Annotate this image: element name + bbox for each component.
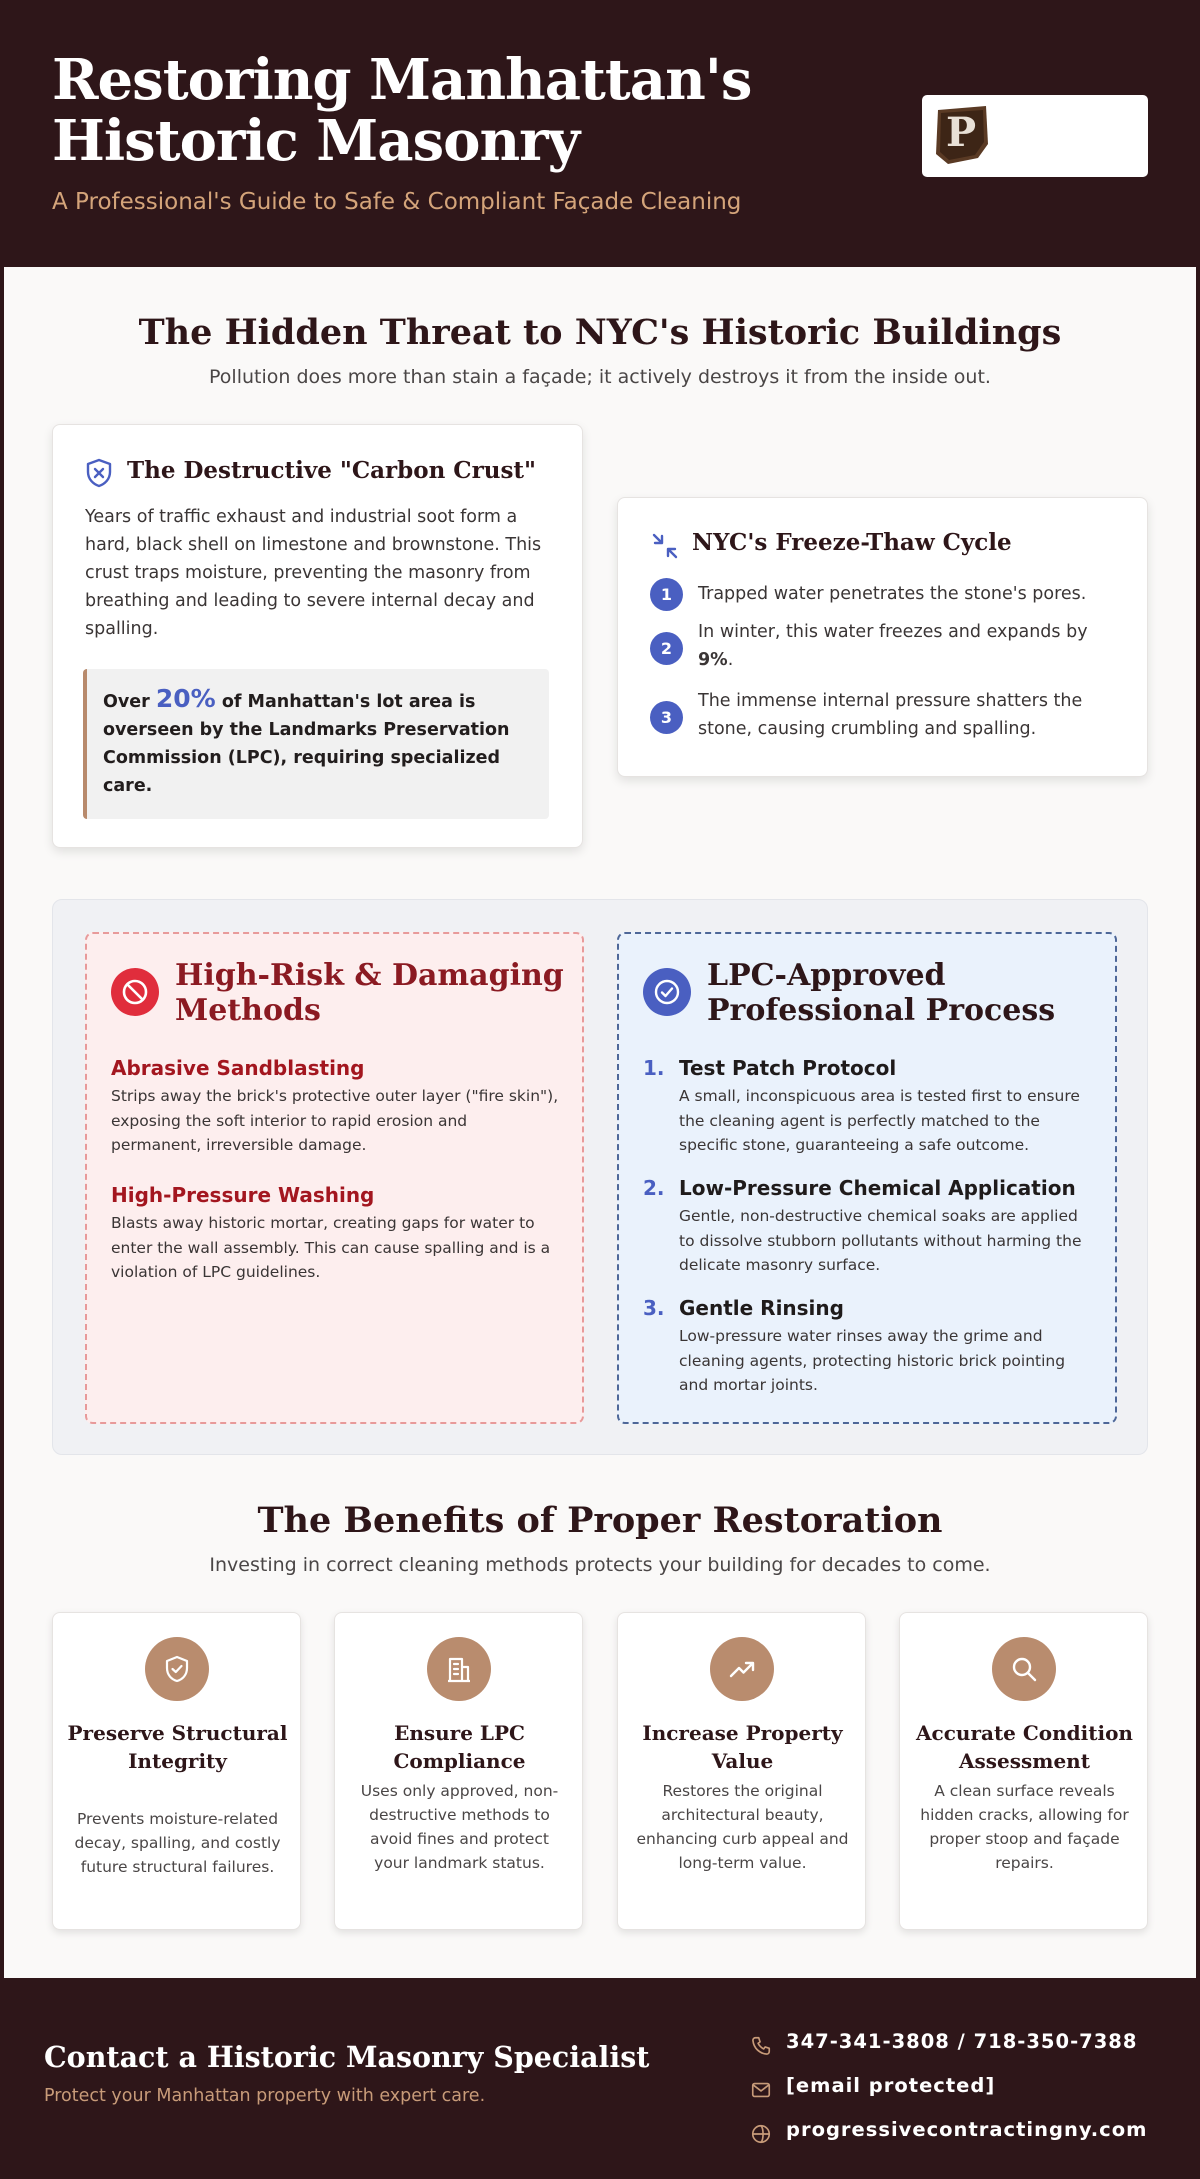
phone-numbers[interactable]: 347-341-3808 / 718-350-7388 — [786, 2030, 1138, 2053]
company-logo[interactable] — [922, 95, 1148, 177]
step-text: The immense internal pressure shatters the stone, causing crumbling and spalling. — [698, 691, 1083, 739]
title-line-2: Historic Masonry — [52, 108, 580, 174]
benefit-title: Preserve Structural Integrity — [67, 1721, 288, 1773]
logo-letter: P — [945, 109, 977, 156]
trending-up-icon — [710, 1637, 774, 1701]
callout-suffix: of Manhattan's lot area is overseen by the Landmarks Preservation Commission (LPC), requiring specialized care. — [103, 692, 510, 796]
benefit-card — [899, 1612, 1148, 1930]
lpc-approved-panel — [617, 932, 1117, 1424]
benefit-text: Restores the original architectural beauty, enhancing curb appeal and long-term value. — [636, 1782, 849, 1872]
process-step-title: Low-Pressure Chemical Application — [679, 1176, 1076, 1200]
threat-section-subtitle: Pollution does more than stain a façade; it actively destroys it from the inside out. — [209, 366, 991, 388]
mail-icon — [750, 2079, 772, 2101]
process-step-title: Test Patch Protocol — [679, 1056, 897, 1080]
logo-emblem-icon — [934, 104, 990, 166]
search-icon — [992, 1637, 1056, 1701]
benefit-title: Accurate Condition Assessment — [916, 1721, 1133, 1773]
expansion-stat: 9% — [698, 650, 728, 670]
freeze-thaw-card — [617, 497, 1148, 777]
step-text-prefix: In winter, this water freezes and expands by — [698, 622, 1088, 642]
prohibited-icon — [111, 968, 159, 1016]
process-step-number: 3. — [643, 1296, 665, 1320]
process-step-text: Gentle, non-destructive chemical soaks are applied to dissolve stubborn pollutants without harming the delicate masonry surface. — [679, 1207, 1082, 1274]
carbon-crust-card — [52, 424, 583, 848]
compress-arrows-icon — [651, 532, 679, 560]
methods-comparison — [52, 899, 1148, 1455]
step-number: 1 — [650, 578, 683, 611]
carbon-crust-title: The Destructive "Carbon Crust" — [127, 457, 537, 484]
benefit-title: Increase Property Value — [642, 1721, 843, 1773]
process-step-title: Gentle Rinsing — [679, 1296, 844, 1320]
page-subtitle: A Professional's Guide to Safe & Compliant Façade Cleaning — [52, 189, 742, 215]
high-risk-panel — [85, 932, 584, 1424]
hero-header — [0, 0, 1200, 266]
carbon-crust-body: Years of traffic exhaust and industrial soot form a hard, black shell on limestone and brownstone. This crust traps moisture, preventing the masonry from breathing and leading to severe internal decay and spalling. — [85, 507, 542, 639]
freeze-thaw-title: NYC's Freeze-Thaw Cycle — [692, 529, 1012, 556]
lpc-stat-callout — [83, 669, 549, 819]
process-step-number: 2. — [643, 1176, 665, 1200]
footer-title: Contact a Historic Masonry Specialist — [44, 2040, 650, 2074]
threat-section-title: The Hidden Threat to NYC's Historic Buildings — [138, 312, 1062, 353]
step-number: 3 — [650, 701, 683, 734]
benefit-card — [52, 1612, 301, 1930]
website-link[interactable]: progressivecontractingny.com — [786, 2118, 1148, 2141]
benefit-text: Prevents moisture-related decay, spalling, and costly future structural failures. — [74, 1810, 281, 1876]
process-step-number: 1. — [643, 1056, 665, 1080]
shield-check-icon — [145, 1637, 209, 1701]
step-text: Trapped water penetrates the stone's pores. — [698, 584, 1087, 604]
process-step-text: A small, inconspicuous area is tested first to ensure the cleaning agent is perfectly matched to the specific stone, guaranteeing a safe outcome. — [679, 1087, 1080, 1154]
risk-method-text: Blasts away historic mortar, creating gaps for water to enter the wall assembly. This can cause spalling and is a violation of LPC guidelines. — [111, 1214, 551, 1281]
lpc-approved-title: LPC-Approved Professional Process — [707, 958, 1056, 1028]
step-text — [698, 618, 1110, 674]
risk-method-text: Strips away the brick's protective outer layer ("fire skin"), exposing the soft interior to rapid erosion and permanent, irreversible damage. — [111, 1087, 559, 1154]
benefit-card — [617, 1612, 866, 1930]
footer-subtitle: Protect your Manhattan property with expert care. — [44, 2086, 486, 2106]
step-number: 2 — [650, 632, 683, 665]
building-icon — [427, 1637, 491, 1701]
benefit-text: A clean surface reveals hidden cracks, allowing for proper stoop and façade repairs. — [920, 1782, 1129, 1872]
main-content — [4, 267, 1196, 1978]
freeze-step — [650, 618, 1110, 678]
step-text-suffix: . — [727, 650, 734, 670]
process-step-text: Low-pressure water rinses away the grime and cleaning agents, protecting historic brick pointing and mortar joints. — [679, 1327, 1066, 1394]
risk-method-title: High-Pressure Washing — [111, 1183, 375, 1207]
benefits-section-title: The Benefits of Proper Restoration — [257, 1500, 943, 1541]
callout-stat: 20% — [155, 684, 216, 713]
high-risk-title: High-Risk & Damaging Methods — [175, 958, 564, 1028]
benefit-card — [334, 1612, 583, 1930]
freeze-step — [650, 687, 1110, 747]
title-line-1: Restoring Manhattan's — [52, 47, 752, 113]
contact-footer — [0, 1978, 1200, 2179]
freeze-step — [650, 578, 1110, 612]
page-title — [52, 47, 852, 174]
benefits-section-subtitle: Investing in correct cleaning methods protects your building for decades to come. — [209, 1554, 991, 1576]
email-address[interactable]: [email protected] — [786, 2074, 996, 2097]
benefit-text: Uses only approved, non-destructive methods to avoid fines and protect your landmark status. — [360, 1782, 559, 1872]
benefit-title: Ensure LPC Compliance — [393, 1721, 526, 1773]
globe-icon — [750, 2123, 772, 2145]
check-circle-icon — [643, 968, 691, 1016]
shield-x-icon — [85, 458, 113, 488]
callout-prefix: Over — [103, 692, 150, 712]
phone-icon — [750, 2035, 772, 2057]
risk-method-title: Abrasive Sandblasting — [111, 1056, 365, 1080]
